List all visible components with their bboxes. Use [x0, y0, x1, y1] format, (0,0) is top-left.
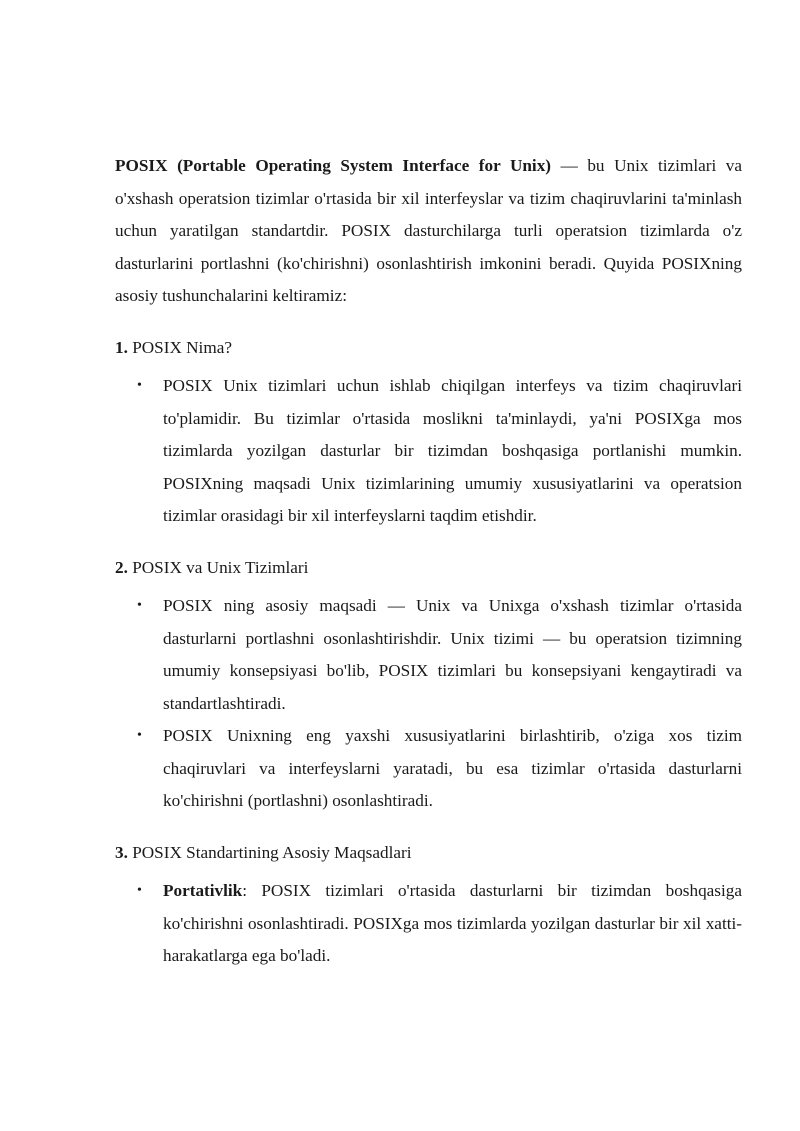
section-heading-1	[115, 332, 742, 365]
section-title: POSIX Nima?	[127, 337, 232, 357]
list-item	[137, 720, 742, 818]
intro-paragraph	[115, 150, 742, 313]
bullet-text: : POSIX tizimlari o'rtasida dasturlarni bir tizimdan boshqasiga ko'chirishni osonlashtiradi. POSIXga mos tizimlarda yozilgan dasturlar bir xil xatti-harakatlarga ega bo'ladi.	[163, 881, 742, 965]
bullet-icon: •	[137, 728, 142, 743]
bullet-icon: •	[137, 598, 142, 613]
intro-text: — bu Unix tizimlari va o'xshash operatsion tizimlar o'rtasida bir xil interfeyslar va tizim chaqiruvlarini ta'minlash uchun yaratilgan standartdir. POSIX dasturchilarga turli operatsion tizimlarda o'z dasturlarini portlashni (ko'chirishni) osonlashtirish imkonini beradi. Quyida POSIXning asosiy tushunchalarini keltiramiz:	[115, 156, 742, 305]
bullet-bold-term: Portativlik	[163, 881, 243, 900]
section-number: 2.	[115, 557, 128, 577]
section-2-bullet-list	[115, 590, 742, 818]
intro-term: POSIX (Portable Operating System Interface for Unix)	[115, 156, 552, 175]
list-item	[137, 875, 742, 973]
bullet-text: POSIX ning asosiy maqsadi — Unix va Unixga o'xshash tizimlar o'rtasida dasturlarni portlashni osonlashtirishdir. Unix tizimi — bu operatsion tizimning umumiy konsepsiyasi bo'lib, POSIX tizimlari bu konsepsiyani kengaytiradi va standartlashtiradi.	[163, 596, 742, 713]
section-number: 1.	[115, 337, 128, 357]
section-heading-3	[115, 837, 742, 870]
bullet-icon: •	[137, 883, 142, 898]
section-3-bullet-list	[115, 875, 742, 973]
bullet-text: POSIX Unixning eng yaxshi xususiyatlarini birlashtirib, o'ziga xos tizim chaqiruvlari va interfeyslarni yaratadi, bu esa tizimlar o'rtasida dasturlarni ko'chirishni (portlashni) osonlashtiradi.	[163, 726, 742, 810]
section-number: 3.	[115, 842, 128, 862]
document-page	[115, 150, 742, 973]
list-item	[137, 590, 742, 720]
section-title: POSIX Standartining Asosiy Maqsadlari	[127, 842, 412, 862]
section-1-bullet-list	[115, 370, 742, 533]
section-heading-2	[115, 552, 742, 585]
section-title: POSIX va Unix Tizimlari	[127, 557, 309, 577]
bullet-text: POSIX Unix tizimlari uchun ishlab chiqilgan interfeys va tizim chaqiruvlari to'plamidir. Bu tizimlar o'rtasida moslikni ta'minlaydi, ya'ni POSIXga mos tizimlarda yozilgan dasturlar bir tizimdan boshqasiga portlanishi mumkin. POSIXning maqsadi Unix tizimlarining umumiy xususiyatlarini va operatsion tizimlar orasidagi bir xil interfeyslarni taqdim etishdir.	[163, 376, 742, 525]
bullet-icon: •	[137, 378, 142, 393]
list-item	[137, 370, 742, 533]
